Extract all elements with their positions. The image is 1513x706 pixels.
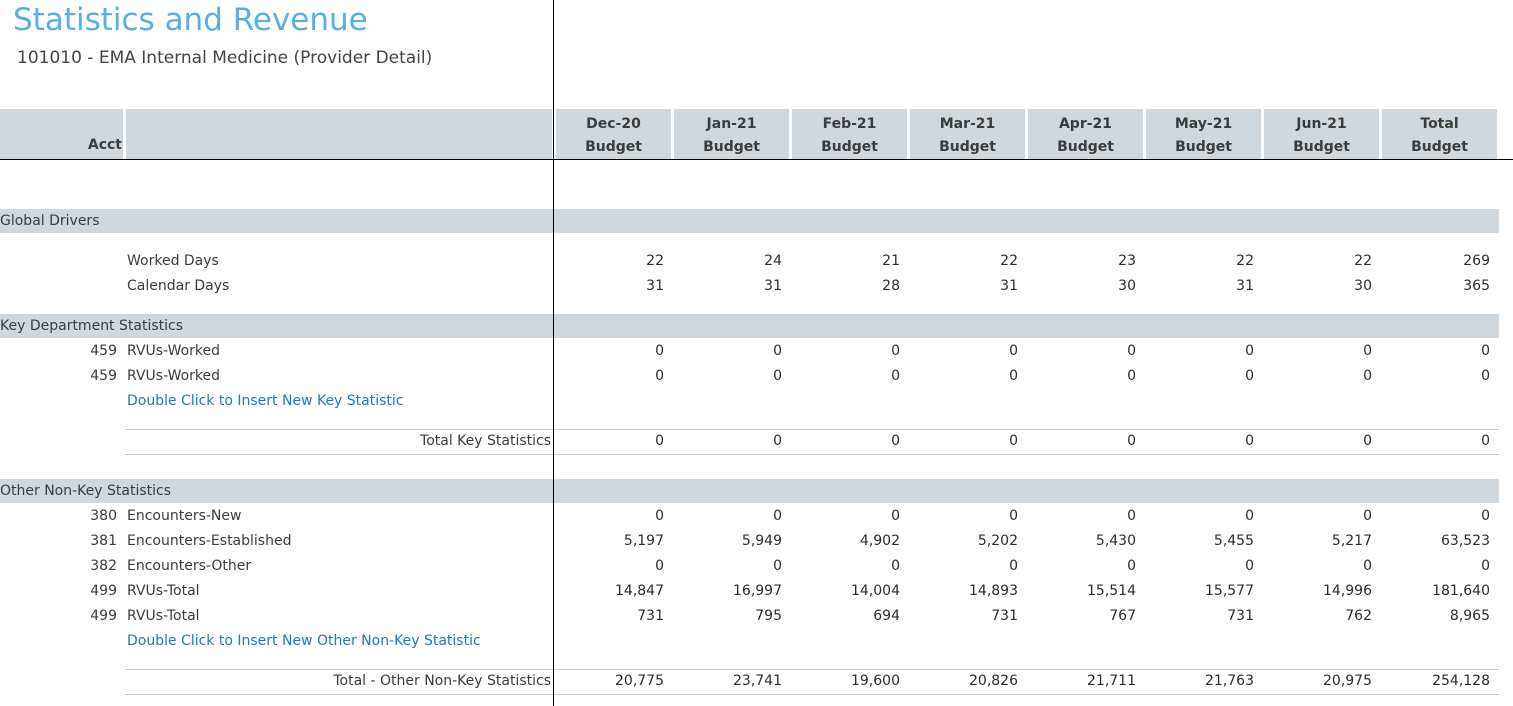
value-cell[interactable]: 365	[1463, 278, 1490, 294]
table-row	[0, 249, 1513, 274]
value-cell[interactable]: 731	[991, 608, 1018, 624]
value-cell[interactable]: 24	[764, 253, 782, 269]
value-cell[interactable]: 0	[891, 508, 900, 524]
value-cell[interactable]: 0	[1481, 433, 1490, 449]
value-cell[interactable]: 14,847	[615, 583, 664, 599]
value-cell[interactable]: 0	[1245, 343, 1254, 359]
value-cell[interactable]: 0	[1009, 343, 1018, 359]
value-cell[interactable]: 14,004	[851, 583, 900, 599]
table-row	[0, 529, 1513, 554]
frozen-pane-divider	[553, 0, 554, 706]
statistic-name: Encounters-Established	[127, 533, 292, 549]
section-global-drivers	[0, 209, 1499, 233]
table-row	[0, 364, 1513, 389]
value-cell[interactable]: 731	[637, 608, 664, 624]
value-cell[interactable]: 8,965	[1449, 608, 1490, 624]
value-cell[interactable]: 19,600	[851, 673, 900, 689]
total-row	[0, 669, 1513, 694]
column-header-month: Feb-21	[822, 116, 877, 132]
acct-number: 499	[90, 608, 117, 624]
statistic-name: Encounters-New	[127, 508, 242, 524]
table-row	[0, 504, 1513, 529]
other-total-divider-bottom	[125, 694, 1499, 695]
value-cell[interactable]: 23	[1118, 253, 1136, 269]
value-cell[interactable]: 0	[1481, 343, 1490, 359]
total-divider-bottom	[125, 454, 1499, 455]
total-row	[0, 429, 1513, 454]
value-cell[interactable]: 0	[655, 343, 664, 359]
value-cell[interactable]: 0	[1481, 558, 1490, 574]
column-header-type: Budget	[939, 139, 996, 155]
table-row	[0, 274, 1513, 299]
value-cell[interactable]: 0	[1363, 343, 1372, 359]
acct-number: 381	[90, 533, 117, 549]
value-cell[interactable]: 0	[1245, 433, 1254, 449]
column-header-1	[674, 109, 789, 159]
insert-other-statistic-link[interactable]: Double Click to Insert New Other Non-Key Statistic	[127, 633, 481, 649]
acct-column-header: Acct	[87, 137, 122, 153]
value-cell[interactable]: 0	[1009, 433, 1018, 449]
column-header-5	[1146, 109, 1261, 159]
value-cell[interactable]: 20,775	[615, 673, 664, 689]
value-cell[interactable]: 31	[646, 278, 664, 294]
value-cell[interactable]: 0	[1363, 508, 1372, 524]
value-cell[interactable]: 0	[1363, 368, 1372, 384]
column-header-type: Budget	[1057, 139, 1114, 155]
value-cell[interactable]: 0	[1245, 558, 1254, 574]
column-header-type: Budget	[1411, 139, 1468, 155]
value-cell[interactable]: 0	[1363, 558, 1372, 574]
column-header-4	[1028, 109, 1143, 159]
column-header-month: Jun-21	[1296, 116, 1347, 132]
page-title: Statistics and Revenue	[13, 2, 368, 38]
column-header-month: Dec-20	[586, 116, 641, 132]
value-cell[interactable]: 28	[882, 278, 900, 294]
value-cell[interactable]: 20,826	[969, 673, 1018, 689]
column-header-type: Budget	[1293, 139, 1350, 155]
value-cell[interactable]: 31	[1236, 278, 1254, 294]
total-label: Total - Other Non-Key Statistics	[333, 673, 551, 689]
statistic-name: RVUs-Total	[127, 608, 200, 624]
value-cell[interactable]: 31	[764, 278, 782, 294]
value-cell[interactable]: 21,763	[1205, 673, 1254, 689]
value-cell[interactable]: 181,640	[1432, 583, 1490, 599]
value-cell[interactable]: 21,711	[1087, 673, 1136, 689]
value-cell[interactable]: 0	[1127, 433, 1136, 449]
value-cell[interactable]: 0	[1009, 368, 1018, 384]
table-row	[0, 339, 1513, 364]
section-label: Other Non-Key Statistics	[0, 483, 171, 499]
header-divider	[0, 159, 1513, 160]
column-header-type: Budget	[1175, 139, 1232, 155]
statistic-name: Encounters-Other	[127, 558, 252, 574]
value-cell[interactable]: 767	[1109, 608, 1136, 624]
value-cell[interactable]: 21	[882, 253, 900, 269]
value-cell[interactable]: 0	[773, 368, 782, 384]
value-cell[interactable]: 795	[755, 608, 782, 624]
value-cell[interactable]: 0	[1127, 558, 1136, 574]
statistic-name: Calendar Days	[127, 278, 230, 294]
acct-number: 380	[90, 508, 117, 524]
value-cell[interactable]: 15,514	[1087, 583, 1136, 599]
table-row	[0, 554, 1513, 579]
value-cell[interactable]: 0	[1245, 368, 1254, 384]
value-cell[interactable]: 22	[646, 253, 664, 269]
section-key-department-statistics	[0, 314, 1499, 338]
value-cell[interactable]: 254,128	[1432, 673, 1490, 689]
column-header-month: May-21	[1174, 116, 1233, 132]
value-cell[interactable]: 0	[773, 558, 782, 574]
value-cell[interactable]: 0	[891, 558, 900, 574]
value-cell[interactable]: 14,893	[969, 583, 1018, 599]
value-cell[interactable]: 4,902	[859, 533, 900, 549]
value-cell[interactable]: 5,217	[1331, 533, 1372, 549]
value-cell[interactable]: 0	[655, 508, 664, 524]
column-header-type: Budget	[821, 139, 878, 155]
column-header-type: Budget	[703, 139, 760, 155]
section-label: Global Drivers	[0, 213, 100, 229]
value-cell[interactable]: 30	[1118, 278, 1136, 294]
statistic-name: RVUs-Worked	[127, 368, 221, 384]
value-cell[interactable]: 63,523	[1441, 533, 1490, 549]
statistic-name: RVUs-Worked	[127, 343, 221, 359]
value-cell[interactable]: 0	[891, 343, 900, 359]
value-cell[interactable]: 31	[1000, 278, 1018, 294]
value-cell[interactable]: 5,202	[977, 533, 1018, 549]
column-header-type: Budget	[585, 139, 642, 155]
acct-number: 459	[90, 368, 117, 384]
statistic-name: RVUs-Total	[127, 583, 200, 599]
acct-number: 499	[90, 583, 117, 599]
value-cell[interactable]: 731	[1227, 608, 1254, 624]
value-cell[interactable]: 269	[1463, 253, 1490, 269]
total-label: Total Key Statistics	[420, 433, 551, 449]
value-cell[interactable]: 0	[1127, 343, 1136, 359]
section-other-non-key-statistics	[0, 479, 1499, 503]
value-cell[interactable]: 5,430	[1095, 533, 1136, 549]
value-cell[interactable]: 0	[1127, 368, 1136, 384]
value-cell[interactable]: 5,197	[623, 533, 664, 549]
insert-other-statistic-row[interactable]	[0, 629, 1513, 654]
column-header-6	[1264, 109, 1379, 159]
value-cell[interactable]: 0	[773, 508, 782, 524]
value-cell[interactable]: 5,949	[741, 533, 782, 549]
insert-key-statistic-row[interactable]	[0, 389, 1513, 414]
page-subtitle: 101010 - EMA Internal Medicine (Provider Detail)	[17, 48, 433, 68]
column-header-month: Mar-21	[939, 116, 996, 132]
value-cell[interactable]: 0	[891, 433, 900, 449]
value-cell[interactable]: 0	[1481, 368, 1490, 384]
acct-number: 382	[90, 558, 117, 574]
statistic-name: Worked Days	[127, 253, 219, 269]
value-cell[interactable]: 30	[1354, 278, 1372, 294]
value-cell[interactable]: 16,997	[733, 583, 782, 599]
value-cell[interactable]: 22	[1354, 253, 1372, 269]
value-cell[interactable]: 0	[655, 368, 664, 384]
column-header-month: Apr-21	[1058, 116, 1113, 132]
value-cell[interactable]: 23,741	[733, 673, 782, 689]
table-row	[0, 604, 1513, 629]
value-cell[interactable]: 22	[1000, 253, 1018, 269]
value-cell[interactable]: 0	[1127, 508, 1136, 524]
value-cell[interactable]: 762	[1345, 608, 1372, 624]
column-header-7	[1382, 109, 1497, 159]
value-cell[interactable]: 0	[655, 558, 664, 574]
acct-number: 459	[90, 343, 117, 359]
table-row	[0, 579, 1513, 604]
value-cell[interactable]: 0	[1363, 433, 1372, 449]
value-cell[interactable]: 0	[891, 368, 900, 384]
value-cell[interactable]: 0	[773, 433, 782, 449]
value-cell[interactable]: 20,975	[1323, 673, 1372, 689]
value-cell[interactable]: 0	[1481, 508, 1490, 524]
value-cell[interactable]: 0	[1009, 558, 1018, 574]
column-header-0	[556, 109, 671, 159]
column-header-month: Total	[1420, 116, 1459, 132]
column-header-2	[792, 109, 907, 159]
section-label: Key Department Statistics	[0, 318, 183, 334]
value-cell[interactable]: 14,996	[1323, 583, 1372, 599]
value-cell[interactable]: 0	[1245, 508, 1254, 524]
value-cell[interactable]: 15,577	[1205, 583, 1254, 599]
insert-key-statistic-link[interactable]: Double Click to Insert New Key Statistic	[127, 393, 404, 409]
header-band-name	[126, 109, 552, 159]
value-cell[interactable]: 5,455	[1213, 533, 1254, 549]
value-cell[interactable]: 0	[1009, 508, 1018, 524]
column-header-month: Jan-21	[706, 116, 757, 132]
value-cell[interactable]: 0	[655, 433, 664, 449]
value-cell[interactable]: 22	[1236, 253, 1254, 269]
value-cell[interactable]: 694	[873, 608, 900, 624]
column-header-3	[910, 109, 1025, 159]
value-cell[interactable]: 0	[773, 343, 782, 359]
